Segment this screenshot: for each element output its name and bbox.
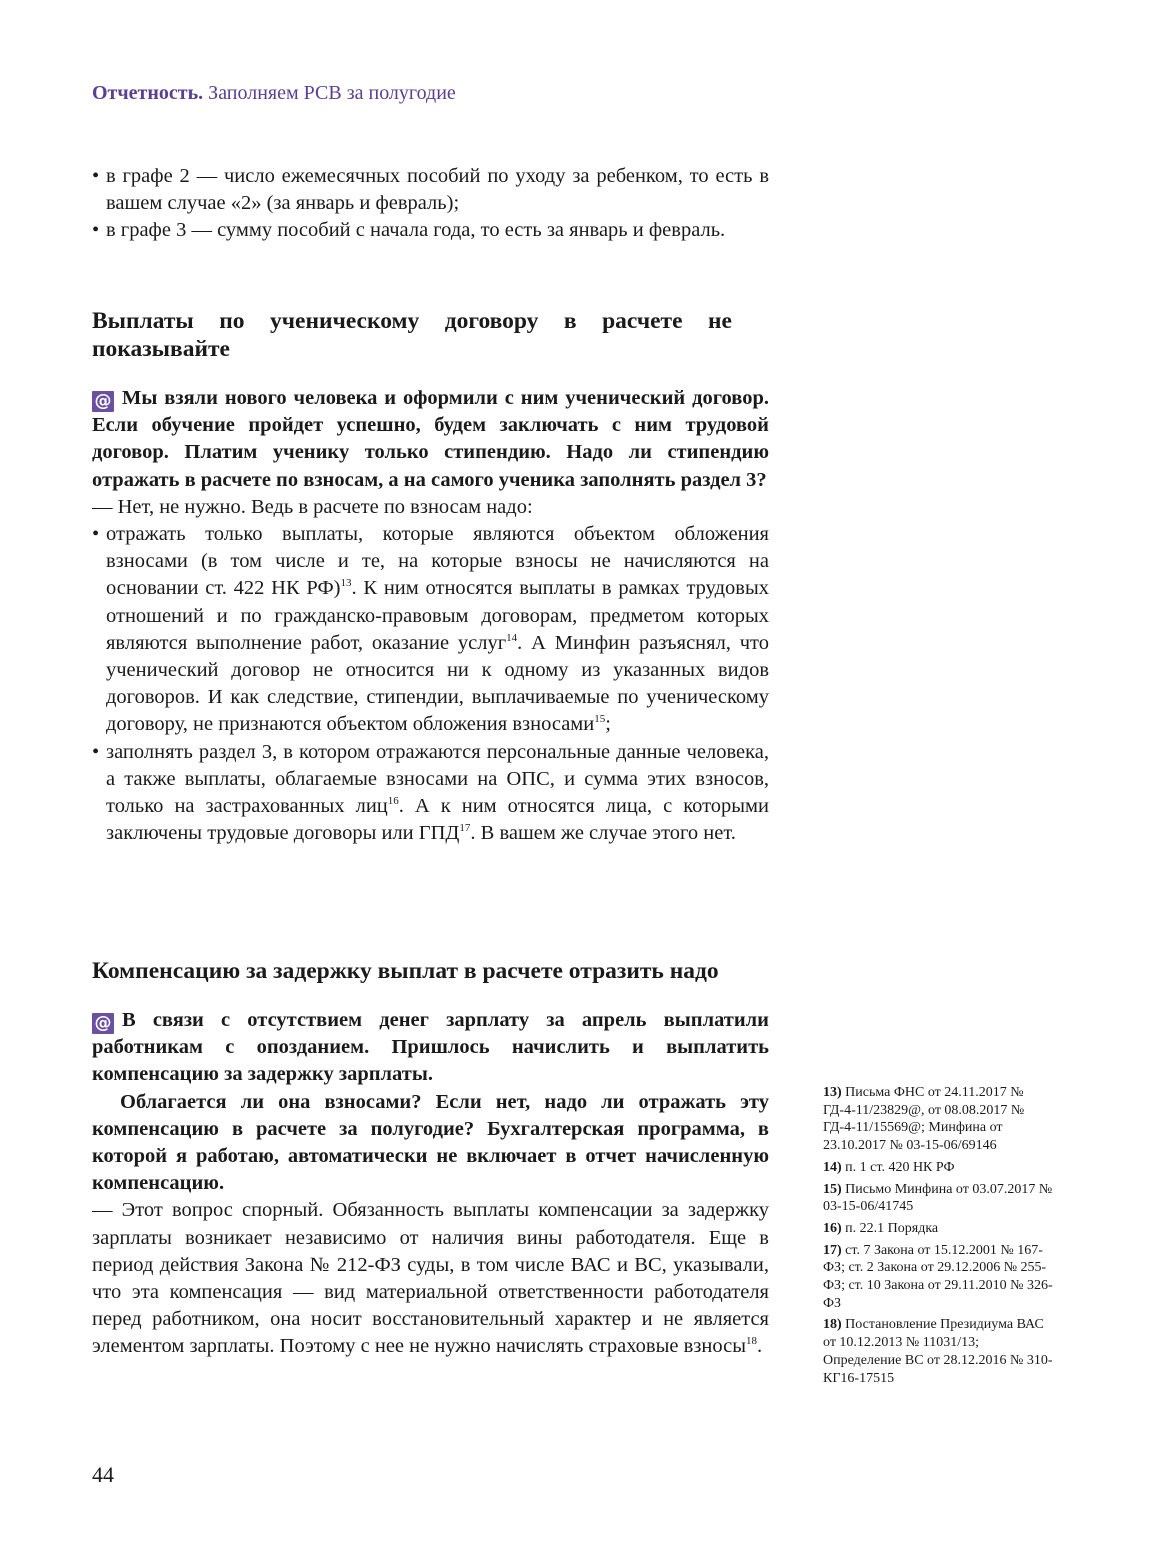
list-item xyxy=(92,521,769,739)
footnote xyxy=(823,1316,1053,1387)
text: — Этот вопрос спорный. Обязанность выплаты компенсации за задержку зарплаты возникает независимо от наличия вины работодателя. Еще в период действия Закона № 212-ФЗ суды, в том числе ВАС и ВС, указывали, что эта компенсация — вид материальной ответственности работодателя перед работником, она носит восстановительный характер и не является элементом зарплаты. Поэтому с нее не нужно начислять страховые взносы xyxy=(92,1199,769,1358)
footnote-ref: 15 xyxy=(594,713,606,726)
footnote-text: Письма ФНС от 24.11.2017 № ГД-4-11/23829@, от 08.08.2017 № ГД-4-11/15569@; Минфина от 23.10.2017 № 03-15-06/69146 xyxy=(823,1085,1025,1154)
footnote-number: 16) xyxy=(823,1220,842,1236)
list-item xyxy=(92,739,769,848)
header-title: Заполняем РСВ за полугодие xyxy=(208,82,456,104)
section-heading: Выплаты по ученическому договору в расчете не показывайте xyxy=(92,308,732,362)
at-icon: @ xyxy=(92,391,114,412)
answer: — Этот вопрос спорный. Обязанность выплаты компенсации за задержку зарплаты возникает независимо от наличия вины работодателя. Еще в период действия Закона № 212-ФЗ суды, в том числе ВАС и ВС, указывали, что эта компенсация — вид материальной ответственности работодателя перед работником, она носит восстановительный характер и не является элементом зарплаты. Поэтому с нее не нужно начислять страховые взносы$^{18}$. xyxy=(92,1199,769,1358)
question xyxy=(92,385,769,494)
footnote-number: 18) xyxy=(823,1317,842,1333)
section-compensation xyxy=(92,957,769,1361)
footnote-ref: 17 xyxy=(459,822,471,835)
section-heading: Компенсацию за задержку выплат в расчете отразить надо xyxy=(92,958,719,984)
footnote-text: ст. 7 Закона от 15.12.2001 № 167-ФЗ; ст. 2 Закона от 29.12.2006 № 255-ФЗ; ст. 10 Закона от 29.11.2010 № 326-ФЗ xyxy=(823,1242,1053,1311)
question-text: В связи с отсутствием денег зарплату за апрель выплатили работникам с опозданием. Пришлось начислить и выплатить компенсацию за задержку зарплаты. xyxy=(92,1009,769,1086)
header-section: Отчетность. xyxy=(92,82,204,104)
section-apprentice xyxy=(92,307,769,847)
question-text: Мы взяли нового человека и оформили с ним ученический договор. Если обучение пройдет успешно, будем заключать с ним трудовой договор. Платим ученику только стипендию. Надо ли стипендию отражать в расчете по взносам, а на самого ученика заполнять раздел 3? xyxy=(92,387,769,491)
text: . В вашем же случае этого нет. xyxy=(470,822,736,845)
text: ; xyxy=(605,713,611,736)
footnote-ref: 16 xyxy=(387,795,399,808)
footnote-ref: 14 xyxy=(506,631,518,644)
text: заполнять раздел 3, в котором отражаются персональные данные человека, а также выплаты, облагаемые взносами на ОПС, и сумма этих взносов, только на застрахованных лиц xyxy=(106,740,769,818)
page-number: 44 xyxy=(92,1462,114,1487)
footnote-ref: 13 xyxy=(340,577,352,590)
at-icon: @ xyxy=(92,1013,114,1034)
text: . А Минфин разъяснял, что ученический договор не относится ни к одному из указанных видов договоров. И как следствие, стипендии, выплачиваемые по ученическому договору, не признаются объектом обложения взносами xyxy=(106,631,769,736)
list-item: • в графе 2 — число ежемесячных пособий по уходу за ребенком, то есть в вашем случае «2» (за январь и февраль); xyxy=(92,163,769,217)
footnotes xyxy=(823,1084,1053,1391)
footnote xyxy=(823,1181,1053,1216)
footnote-text: Письмо Минфина от 03.07.2017 № 03-15-06/41745 xyxy=(823,1181,1053,1215)
footnote-number: 13) xyxy=(823,1085,842,1100)
text: . К ним относятся выплаты в рамках трудовых отношений и по гражданско-правовым договорам, предметом которых являются выполнение работ, оказание услуг xyxy=(106,577,769,654)
footnote xyxy=(823,1242,1053,1313)
footnote-text: Постановление Президиума ВАС от 10.12.2013 № 11031/13; Определение ВС от 28.12.2016 № 310-КГ16-17515 xyxy=(823,1317,1053,1386)
running-header xyxy=(92,82,456,105)
footnote xyxy=(823,1159,1053,1177)
footnote-number: 15) xyxy=(823,1181,842,1197)
answer-intro: — Нет, не нужно. Ведь в расчете по взносам надо: xyxy=(92,495,533,518)
footnote-number: 14) xyxy=(823,1159,842,1175)
question-continued: Облагается ли она взносами? Если нет, надо ли отражать эту компенсацию в расчете за полугодие? Бухгалтерская программа, в которой я работаю, автоматически не включает в отчет начисленную компенсацию. xyxy=(92,1090,769,1195)
footnote-ref: 18 xyxy=(745,1335,757,1348)
intro-list xyxy=(92,163,769,245)
question xyxy=(92,1007,769,1089)
list-item: • в графе 3 — сумму пособий с начала года, то есть за январь и февраль. xyxy=(92,217,769,244)
text: . А к ним относятся лица, с которыми заключены трудовые договоры или ГПД xyxy=(106,795,769,845)
footnote-text: п. 1 ст. 420 НК РФ xyxy=(845,1159,955,1175)
text: отражать только выплаты, которые являются объектом обложения взносами (в том числе и те, на которые взносы не начисляются на основании ст. 422 НК РФ) xyxy=(106,523,769,600)
footnote-text: п. 22.1 Порядка xyxy=(845,1220,939,1236)
footnote xyxy=(823,1220,1053,1238)
footnote-number: 17) xyxy=(823,1242,842,1258)
footnote xyxy=(823,1084,1053,1155)
